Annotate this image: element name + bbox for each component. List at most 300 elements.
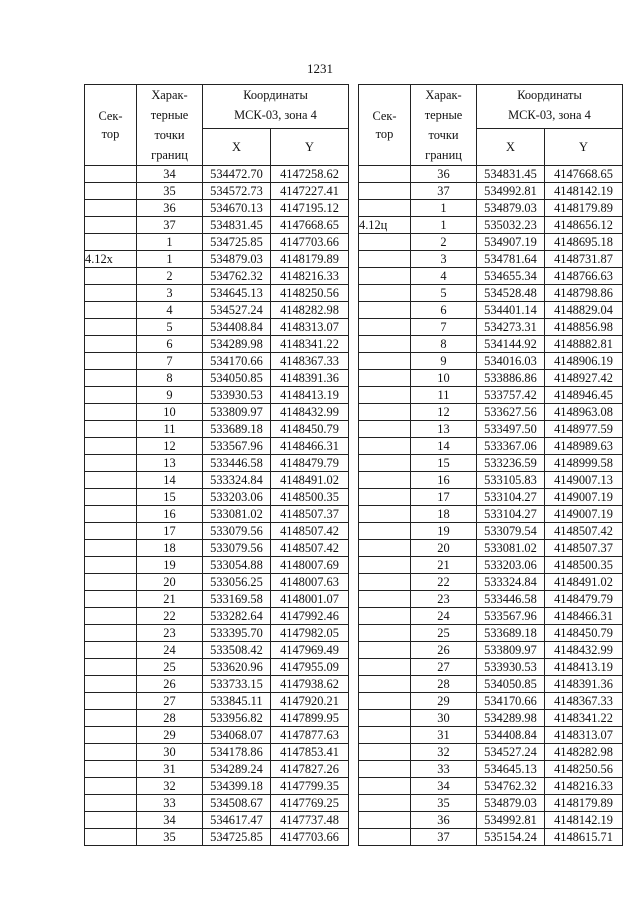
- x-coordinate-cell: 534831.45: [203, 217, 271, 234]
- y-coordinate-cell: 4148413.19: [545, 659, 623, 676]
- x-coordinate-cell: 534527.24: [477, 744, 545, 761]
- y-coordinate-cell: 4148179.89: [545, 795, 623, 812]
- point-number-cell: 28: [411, 676, 477, 693]
- x-coordinate-cell: 533809.97: [203, 404, 271, 421]
- point-number-cell: 26: [137, 676, 203, 693]
- y-coordinate-cell: 4148367.33: [545, 693, 623, 710]
- point-number-cell: 10: [137, 404, 203, 421]
- sector-cell: [359, 625, 411, 642]
- sector-cell: 4.12ц: [359, 217, 411, 234]
- x-coordinate-cell: 533056.25: [203, 574, 271, 591]
- x-coordinate-cell: 533324.84: [477, 574, 545, 591]
- table-row: [359, 676, 623, 693]
- sector-cell: [85, 625, 137, 642]
- table-row: [359, 234, 623, 251]
- x-coordinate-cell: 533203.06: [203, 489, 271, 506]
- point-number-cell: 13: [411, 421, 477, 438]
- point-number-cell: 32: [411, 744, 477, 761]
- sector-cell: [85, 778, 137, 795]
- table-row: [359, 387, 623, 404]
- x-coordinate-cell: 534781.64: [477, 251, 545, 268]
- point-number-cell: 12: [411, 404, 477, 421]
- y-coordinate-cell: 4149007.19: [545, 489, 623, 506]
- sector-cell: [359, 727, 411, 744]
- sector-cell: [359, 302, 411, 319]
- table-row: [85, 812, 349, 829]
- table-row: [85, 370, 349, 387]
- x-coordinate-cell: 534617.47: [203, 812, 271, 829]
- point-number-cell: 37: [137, 217, 203, 234]
- table-row: [85, 336, 349, 353]
- sector-cell: [359, 540, 411, 557]
- y-coordinate-cell: 4148999.58: [545, 455, 623, 472]
- table-row: [85, 778, 349, 795]
- sector-cell: [359, 812, 411, 829]
- table-row: [85, 829, 349, 846]
- table-row: [359, 710, 623, 727]
- x-coordinate-cell: 533689.18: [477, 625, 545, 642]
- sector-cell: [85, 829, 137, 846]
- sector-cell: [85, 574, 137, 591]
- table-row: [359, 744, 623, 761]
- x-coordinate-cell: 533079.56: [203, 540, 271, 557]
- y-coordinate-cell: 4147703.66: [271, 234, 349, 251]
- point-number-cell: 9: [137, 387, 203, 404]
- x-coordinate-cell: 533886.86: [477, 370, 545, 387]
- x-coordinate-cell: 534572.73: [203, 183, 271, 200]
- x-coordinate-cell: 534273.31: [477, 319, 545, 336]
- point-number-cell: 19: [411, 523, 477, 540]
- sector-cell: [359, 557, 411, 574]
- point-number-cell: 14: [411, 438, 477, 455]
- table-row: [359, 625, 623, 642]
- table-row: [85, 693, 349, 710]
- table-row: [85, 217, 349, 234]
- x-coordinate-cell: 534289.24: [203, 761, 271, 778]
- y-coordinate-cell: 4148179.89: [545, 200, 623, 217]
- point-number-cell: 1: [137, 234, 203, 251]
- table-row: [85, 421, 349, 438]
- x-coordinate-cell: 534050.85: [203, 370, 271, 387]
- x-coordinate-cell: 534408.84: [203, 319, 271, 336]
- point-number-cell: 25: [411, 625, 477, 642]
- sector-cell: [359, 472, 411, 489]
- x-coordinate-cell: 534645.13: [203, 285, 271, 302]
- x-coordinate-cell: 534670.13: [203, 200, 271, 217]
- table-row: [359, 523, 623, 540]
- point-number-cell: 27: [137, 693, 203, 710]
- x-coordinate-cell: 533282.64: [203, 608, 271, 625]
- sector-cell: [359, 489, 411, 506]
- point-number-cell: 2: [137, 268, 203, 285]
- x-coordinate-cell: 533081.02: [203, 506, 271, 523]
- table-row: [359, 727, 623, 744]
- point-number-cell: 1: [137, 251, 203, 268]
- sector-cell: [85, 234, 137, 251]
- y-coordinate-cell: 4148656.12: [545, 217, 623, 234]
- point-number-cell: 2: [411, 234, 477, 251]
- sector-cell: [359, 251, 411, 268]
- point-number-cell: 13: [137, 455, 203, 472]
- x-coordinate-cell: 534528.48: [477, 285, 545, 302]
- point-number-cell: 36: [137, 200, 203, 217]
- coordinates-table-right: [358, 84, 623, 846]
- sector-cell: [85, 506, 137, 523]
- sector-cell: [85, 319, 137, 336]
- table-row: [359, 336, 623, 353]
- table-row: [85, 319, 349, 336]
- y-coordinate-cell: 4148927.42: [545, 370, 623, 387]
- y-coordinate-cell: 4147877.63: [271, 727, 349, 744]
- sector-cell: [359, 234, 411, 251]
- point-number-cell: 11: [137, 421, 203, 438]
- y-coordinate-cell: 4148856.98: [545, 319, 623, 336]
- y-coordinate-cell: 4148946.45: [545, 387, 623, 404]
- x-coordinate-cell: 534907.19: [477, 234, 545, 251]
- sector-cell: [85, 404, 137, 421]
- table-row: [85, 506, 349, 523]
- table-row: [359, 404, 623, 421]
- x-coordinate-cell: 533203.06: [477, 557, 545, 574]
- y-coordinate-cell: 4147827.26: [271, 761, 349, 778]
- sector-cell: [359, 370, 411, 387]
- table-row: [359, 438, 623, 455]
- sector-cell: [359, 693, 411, 710]
- table-row: [85, 404, 349, 421]
- table-row: [359, 183, 623, 200]
- y-coordinate-cell: 4148507.42: [271, 523, 349, 540]
- y-coordinate-cell: 4148216.33: [271, 268, 349, 285]
- sector-cell: [359, 455, 411, 472]
- sector-cell: [85, 812, 137, 829]
- x-coordinate-cell: 533627.56: [477, 404, 545, 421]
- page-number: 1231: [307, 61, 333, 76]
- sector-cell: [359, 710, 411, 727]
- sector-cell: [359, 319, 411, 336]
- sector-cell: [359, 642, 411, 659]
- point-number-cell: 34: [137, 166, 203, 183]
- x-coordinate-cell: 533809.97: [477, 642, 545, 659]
- y-coordinate-cell: 4148479.79: [271, 455, 349, 472]
- sector-cell: [85, 710, 137, 727]
- y-coordinate-cell: 4148282.98: [271, 302, 349, 319]
- point-number-cell: 16: [411, 472, 477, 489]
- point-number-cell: 35: [137, 829, 203, 846]
- y-coordinate-cell: 4148313.07: [545, 727, 623, 744]
- point-number-cell: 30: [411, 710, 477, 727]
- y-header: Y: [545, 129, 623, 166]
- point-number-cell: 29: [411, 693, 477, 710]
- table-row: [85, 676, 349, 693]
- point-number-cell: 4: [411, 268, 477, 285]
- x-coordinate-cell: 534289.98: [203, 336, 271, 353]
- right-table-body: [359, 166, 623, 846]
- point-number-cell: 9: [411, 353, 477, 370]
- table-row: [85, 455, 349, 472]
- point-number-cell: 7: [411, 319, 477, 336]
- sector-cell: [359, 574, 411, 591]
- sector-cell: [359, 183, 411, 200]
- x-coordinate-cell: 533508.42: [203, 642, 271, 659]
- y-coordinate-cell: 4147258.62: [271, 166, 349, 183]
- table-row: [85, 540, 349, 557]
- table-row: [359, 472, 623, 489]
- table-row: [85, 608, 349, 625]
- table-row: [359, 489, 623, 506]
- sector-cell: [359, 761, 411, 778]
- x-coordinate-cell: 534655.34: [477, 268, 545, 285]
- table-row: [359, 268, 623, 285]
- point-number-cell: 36: [411, 166, 477, 183]
- sector-cell: [359, 795, 411, 812]
- table-row: [359, 353, 623, 370]
- y-coordinate-cell: 4147195.12: [271, 200, 349, 217]
- left-table-body: [85, 166, 349, 846]
- y-coordinate-cell: 4148479.79: [545, 591, 623, 608]
- table-row: [85, 166, 349, 183]
- y-coordinate-cell: 4148500.35: [545, 557, 623, 574]
- y-coordinate-cell: 4148882.81: [545, 336, 623, 353]
- sector-cell: [359, 438, 411, 455]
- y-coordinate-cell: 4147969.49: [271, 642, 349, 659]
- y-coordinate-cell: 4148989.63: [545, 438, 623, 455]
- x-coordinate-cell: 533497.50: [477, 421, 545, 438]
- point-number-cell: 4: [137, 302, 203, 319]
- x-coordinate-cell: 533733.15: [203, 676, 271, 693]
- y-coordinate-cell: 4148432.99: [271, 404, 349, 421]
- y-coordinate-cell: 4148007.63: [271, 574, 349, 591]
- point-number-cell: 25: [137, 659, 203, 676]
- sector-cell: [85, 642, 137, 659]
- y-coordinate-cell: 4147668.65: [545, 166, 623, 183]
- x-coordinate-cell: 533689.18: [203, 421, 271, 438]
- table-row: [85, 523, 349, 540]
- y-coordinate-cell: 4147703.66: [271, 829, 349, 846]
- y-coordinate-cell: 4147899.95: [271, 710, 349, 727]
- sector-cell: [359, 506, 411, 523]
- point-number-cell: 3: [137, 285, 203, 302]
- point-number-cell: 26: [411, 642, 477, 659]
- sector-cell: [359, 744, 411, 761]
- point-number-cell: 33: [137, 795, 203, 812]
- sector-cell: [85, 217, 137, 234]
- point-number-cell: 18: [137, 540, 203, 557]
- x-coordinate-cell: 534992.81: [477, 812, 545, 829]
- y-coordinate-cell: 4148282.98: [545, 744, 623, 761]
- point-number-cell: 22: [411, 574, 477, 591]
- x-coordinate-cell: 533236.59: [477, 455, 545, 472]
- x-coordinate-cell: 534408.84: [477, 727, 545, 744]
- y-coordinate-cell: 4148906.19: [545, 353, 623, 370]
- x-coordinate-cell: 534762.32: [477, 778, 545, 795]
- x-coordinate-cell: 533757.42: [477, 387, 545, 404]
- point-number-cell: 37: [411, 829, 477, 846]
- sector-cell: [85, 489, 137, 506]
- table-row: [359, 642, 623, 659]
- y-coordinate-cell: 4148216.33: [545, 778, 623, 795]
- y-coordinate-cell: 4147227.41: [271, 183, 349, 200]
- x-coordinate-cell: 534879.03: [203, 251, 271, 268]
- point-number-cell: 3: [411, 251, 477, 268]
- table-row: [85, 795, 349, 812]
- y-coordinate-cell: 4147737.48: [271, 812, 349, 829]
- x-coordinate-cell: 533845.11: [203, 693, 271, 710]
- point-number-cell: 17: [411, 489, 477, 506]
- sector-cell: [85, 472, 137, 489]
- sector-cell: [359, 523, 411, 540]
- y-coordinate-cell: 4147799.35: [271, 778, 349, 795]
- table-row: [85, 438, 349, 455]
- table-row: [85, 642, 349, 659]
- sector-cell: [359, 404, 411, 421]
- x-coordinate-cell: 534399.18: [203, 778, 271, 795]
- sector-cell: [85, 540, 137, 557]
- table-row: [359, 285, 623, 302]
- x-coordinate-cell: 533079.56: [203, 523, 271, 540]
- table-row: [359, 812, 623, 829]
- table-row: [359, 540, 623, 557]
- x-coordinate-cell: 533367.06: [477, 438, 545, 455]
- point-number-cell: 35: [137, 183, 203, 200]
- y-coordinate-cell: 4148798.86: [545, 285, 623, 302]
- points-header: Харак- терные точки границ: [411, 85, 477, 166]
- y-coordinate-cell: 4148313.07: [271, 319, 349, 336]
- x-coordinate-cell: 534144.92: [477, 336, 545, 353]
- x-coordinate-cell: 533054.88: [203, 557, 271, 574]
- y-coordinate-cell: 4148731.87: [545, 251, 623, 268]
- point-number-cell: 11: [411, 387, 477, 404]
- y-coordinate-cell: 4148491.02: [271, 472, 349, 489]
- sector-cell: [359, 659, 411, 676]
- x-coordinate-cell: 534289.98: [477, 710, 545, 727]
- table-row: [359, 421, 623, 438]
- sector-cell: [359, 268, 411, 285]
- y-coordinate-cell: 4149007.19: [545, 506, 623, 523]
- point-number-cell: 24: [411, 608, 477, 625]
- point-number-cell: 15: [411, 455, 477, 472]
- y-coordinate-cell: 4148367.33: [271, 353, 349, 370]
- point-number-cell: 31: [411, 727, 477, 744]
- x-coordinate-cell: 534050.85: [477, 676, 545, 693]
- y-coordinate-cell: 4148391.36: [545, 676, 623, 693]
- table-row: [85, 659, 349, 676]
- sector-cell: [359, 608, 411, 625]
- y-coordinate-cell: 4148450.79: [271, 421, 349, 438]
- sector-cell: [85, 795, 137, 812]
- y-coordinate-cell: 4148491.02: [545, 574, 623, 591]
- y-coordinate-cell: 4147769.25: [271, 795, 349, 812]
- point-number-cell: 23: [137, 625, 203, 642]
- x-coordinate-cell: 533079.54: [477, 523, 545, 540]
- y-coordinate-cell: 4148450.79: [545, 625, 623, 642]
- point-number-cell: 1: [411, 217, 477, 234]
- x-coordinate-cell: 533956.82: [203, 710, 271, 727]
- sector-cell: [85, 387, 137, 404]
- y-coordinate-cell: 4148142.19: [545, 812, 623, 829]
- y-coordinate-cell: 4148341.22: [545, 710, 623, 727]
- y-coordinate-cell: 4147992.46: [271, 608, 349, 625]
- sector-cell: [85, 370, 137, 387]
- table-row: [85, 727, 349, 744]
- sector-cell: [85, 353, 137, 370]
- point-number-cell: 8: [411, 336, 477, 353]
- table-row: [359, 217, 623, 234]
- point-number-cell: 23: [411, 591, 477, 608]
- sector-cell: [85, 421, 137, 438]
- point-number-cell: 29: [137, 727, 203, 744]
- sector-cell: [359, 591, 411, 608]
- point-number-cell: 19: [137, 557, 203, 574]
- table-row: [85, 302, 349, 319]
- table-row: [85, 353, 349, 370]
- sector-cell: [85, 302, 137, 319]
- point-number-cell: 21: [411, 557, 477, 574]
- sector-cell: [85, 761, 137, 778]
- table-row: [85, 761, 349, 778]
- table-row: [359, 302, 623, 319]
- y-coordinate-cell: 4147668.65: [271, 217, 349, 234]
- x-coordinate-cell: 533104.27: [477, 489, 545, 506]
- sector-header: Сек- тор: [85, 85, 137, 166]
- sector-cell: [85, 693, 137, 710]
- table-row: [359, 795, 623, 812]
- point-number-cell: 28: [137, 710, 203, 727]
- x-header: X: [477, 129, 545, 166]
- x-coordinate-cell: 533930.53: [203, 387, 271, 404]
- coordinates-table-left: [84, 84, 349, 846]
- point-number-cell: 35: [411, 795, 477, 812]
- table-row: [359, 506, 623, 523]
- table-row: [85, 472, 349, 489]
- sector-cell: [85, 336, 137, 353]
- x-coordinate-cell: 534472.70: [203, 166, 271, 183]
- y-coordinate-cell: 4148766.63: [545, 268, 623, 285]
- table-row: [85, 557, 349, 574]
- sector-cell: [85, 200, 137, 217]
- x-coordinate-cell: 534178.86: [203, 744, 271, 761]
- point-number-cell: 21: [137, 591, 203, 608]
- point-number-cell: 30: [137, 744, 203, 761]
- sector-cell: [85, 557, 137, 574]
- point-number-cell: 33: [411, 761, 477, 778]
- x-coordinate-cell: 534879.03: [477, 200, 545, 217]
- sector-cell: [85, 268, 137, 285]
- y-coordinate-cell: 4148466.31: [271, 438, 349, 455]
- y-coordinate-cell: 4148250.56: [545, 761, 623, 778]
- x-coordinate-cell: 533567.96: [203, 438, 271, 455]
- point-number-cell: 34: [411, 778, 477, 795]
- table-row: [359, 455, 623, 472]
- coordinates-header: Координаты МСК-03, зона 4: [477, 85, 623, 129]
- table-row: [85, 489, 349, 506]
- x-coordinate-cell: 534992.81: [477, 183, 545, 200]
- y-coordinate-cell: 4147982.05: [271, 625, 349, 642]
- sector-cell: [85, 183, 137, 200]
- y-coordinate-cell: 4148391.36: [271, 370, 349, 387]
- sector-cell: [359, 285, 411, 302]
- table-row: [359, 591, 623, 608]
- x-coordinate-cell: 534016.03: [477, 353, 545, 370]
- y-coordinate-cell: 4147955.09: [271, 659, 349, 676]
- y-coordinate-cell: 4148977.59: [545, 421, 623, 438]
- point-number-cell: 15: [137, 489, 203, 506]
- x-coordinate-cell: 533324.84: [203, 472, 271, 489]
- y-coordinate-cell: 4148142.19: [545, 183, 623, 200]
- sector-cell: [85, 166, 137, 183]
- sector-cell: [85, 285, 137, 302]
- table-row: [85, 710, 349, 727]
- point-number-cell: 32: [137, 778, 203, 795]
